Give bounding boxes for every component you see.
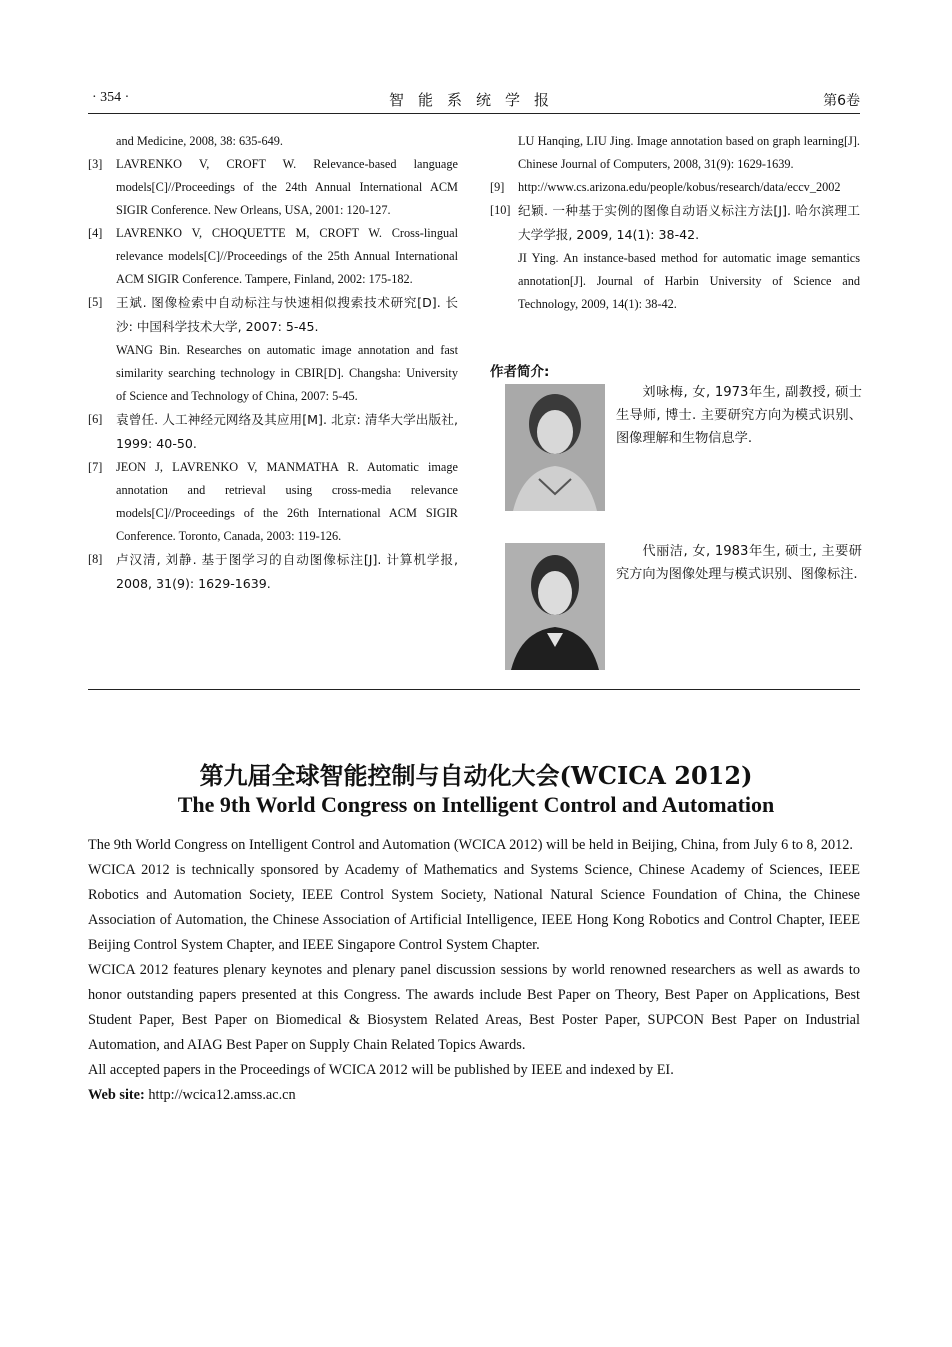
reference-number: [7] (88, 460, 103, 474)
reference-text: LAVRENKO V, CROFT W. Relevance-based language models[C]//Proceedings of the 24th Annual International ACM SIGIR Conference. New Orleans, USA, 2001: 120-127. (116, 157, 458, 217)
reference-text: http://www.cs.arizona.edu/people/kobus/research/data/eccv_2002 (518, 180, 841, 194)
reference-number: [8] (88, 552, 103, 566)
reference-text: LU Hanqing, LIU Jing. Image annotation based on graph learning[J]. Chinese Journal of Computers, 2008, 31(9): 1629-1639. (518, 134, 860, 171)
reference-item (88, 291, 458, 339)
reference-number: [3] (88, 157, 103, 171)
section-divider (88, 689, 860, 690)
reference-item (88, 222, 458, 291)
reference-text: JI Ying. An instance-based method for automatic image semantics annotation[J]. Journal of Harbin University of Science and Technology, 2009, 14(1): 38-42. (518, 251, 860, 311)
author-photo-1 (505, 384, 605, 511)
reference-item (88, 130, 458, 153)
volume-label: 第6卷 (823, 93, 860, 109)
reference-text: WANG Bin. Researches on automatic image annotation and fast similarity searching technology in CBIR[D]. Changsha: University of Science and Technology of China, 2007: 5-45. (116, 343, 458, 403)
author-bio-2: 代丽洁, 女, 1983年生, 硕士, 主要研究方向为图像处理与模式识别、图像标注. (616, 544, 862, 582)
reference-item (88, 339, 458, 408)
reference-number: [6] (88, 412, 103, 426)
header-rule (88, 113, 860, 114)
reference-text: 卢汉清, 刘静. 基于图学习的自动图像标注[J]. 计算机学报, 2008, 31(9): 1629-1639. (116, 552, 458, 591)
author-bio-heading: 作者简介: (490, 364, 550, 380)
reference-item (88, 456, 458, 548)
reference-item (490, 199, 860, 247)
reference-item (88, 408, 458, 456)
portrait-image (505, 384, 605, 511)
reference-item (88, 153, 458, 222)
reference-item (490, 176, 860, 199)
reference-number: [9] (490, 180, 505, 194)
announcement-paragraph: WCICA 2012 is technically sponsored by Academy of Mathematics and Systems Science, Chinese Academy of Sciences, IEEE Robotics and Automation Society, IEEE Control System Society, National Natural Science Foundation of China, the Chinese Association of Automation, the Chinese Association of Artificial Intelligence, IEEE Hong Kong Robotics and Control Chapter, IEEE Beijing Control System Chapter, and IEEE Singapore Control System Chapter. (88, 862, 860, 953)
reference-number: [5] (88, 295, 103, 309)
references-right-column (490, 130, 860, 316)
announcement-body (88, 833, 860, 1108)
reference-text: 王斌. 图像检索中自动标注与快速相似搜索技术研究[D]. 长沙: 中国科学技术大学, 2007: 5-45. (116, 295, 458, 334)
page-number: · 354 · (92, 90, 130, 105)
reference-item (88, 548, 458, 596)
reference-text: LAVRENKO V, CHOQUETTE M, CROFT W. Cross-lingual relevance models[C]//Proceedings of the 25th Annual International ACM SIGIR Conference. Tampere, Finland, 2002: 175-182. (116, 226, 458, 286)
website-line (88, 1083, 860, 1108)
website-label: Web site: (88, 1087, 145, 1103)
author-bio-1: 刘咏梅, 女, 1973年生, 副教授, 硕士生导师, 博士. 主要研究方向为模式识别、图像理解和生物信息学. (616, 385, 862, 446)
reference-number: [4] (88, 226, 103, 240)
reference-item (490, 247, 860, 316)
website-link[interactable]: http://wcica12.amss.ac.cn (148, 1087, 296, 1103)
reference-number: [10] (490, 203, 511, 217)
reference-text: JEON J, LAVRENKO V, MANMATHA R. Automatic image annotation and retrieval using cross-media relevance models[C]//Proceedings of the 26th International ACM SIGIR Conference. Toronto, Canada, 2003: 119-126. (116, 460, 458, 543)
reference-text: 纪颖. 一种基于实例的图像自动语义标注方法[J]. 哈尔滨理工大学学报, 2009, 14(1): 38-42. (518, 203, 860, 242)
author-photo-2 (505, 543, 605, 670)
references-left-column (88, 130, 458, 596)
announcement-title-cn: 第九届全球智能控制与自动化大会(WCICA 2012) (199, 761, 753, 790)
announcement-paragraph: All accepted papers in the Proceedings of WCICA 2012 will be published by IEEE and indexed by EI. (88, 1062, 674, 1078)
reference-text: 袁曾任. 人工神经元网络及其应用[M]. 北京: 清华大学出版社, 1999: 40-50. (116, 412, 458, 451)
announcement-title-en: The 9th World Congress on Intelligent Control and Automation (177, 792, 775, 817)
announcement-paragraph: WCICA 2012 features plenary keynotes and plenary panel discussion sessions by world renowned researchers as well as awards to honor outstanding papers presented at this Congress. The awards include Best Paper on Theory, Best Paper on Applications, Best Student Paper, Best Paper on Biomedical & Biosystem Related Areas, Best Poster Paper, SUPCON Best Paper on Industrial Automation, and AIAG Best Paper on Supply Chain Related Topics Awards. (88, 962, 860, 1053)
announcement-paragraph: The 9th World Congress on Intelligent Control and Automation (WCICA 2012) will be held in Beijing, China, from July 6 to 8, 2012. (88, 837, 853, 853)
portrait-image (505, 543, 605, 670)
reference-text: and Medicine, 2008, 38: 635-649. (116, 134, 284, 148)
reference-item (490, 130, 860, 176)
journal-title: 智能系统学报 (388, 91, 563, 109)
